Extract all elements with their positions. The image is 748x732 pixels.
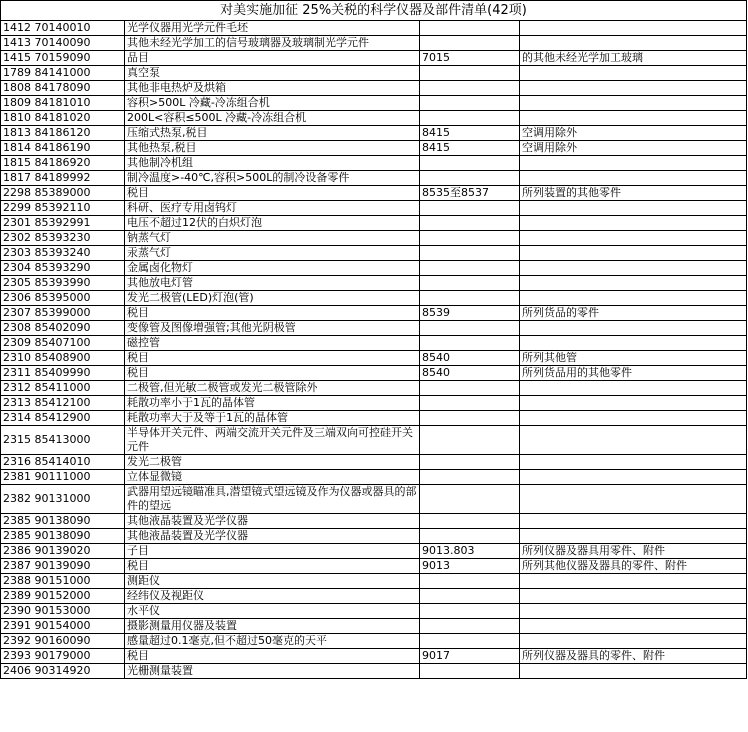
description-cell: 光栅测量装置 (125, 664, 420, 679)
table-row (1, 544, 747, 559)
code-cell: 2314 85412900 (1, 411, 125, 426)
heading-cell (420, 246, 520, 261)
table-row (1, 171, 747, 186)
note-cell (520, 291, 747, 306)
heading-cell (420, 574, 520, 589)
note-cell: 所列其他管 (520, 351, 747, 366)
table-row (1, 381, 747, 396)
code-cell: 2389 90152000 (1, 589, 125, 604)
note-cell (520, 426, 747, 455)
table-row (1, 186, 747, 201)
note-cell (520, 321, 747, 336)
note-cell (520, 396, 747, 411)
note-cell: 空调用除外 (520, 126, 747, 141)
description-cell: 二极管,但光敏二极管或发光二极管除外 (125, 381, 420, 396)
description-cell: 电压不超过12伏的白炽灯泡 (125, 216, 420, 231)
code-cell: 2305 85393990 (1, 276, 125, 291)
note-cell (520, 66, 747, 81)
code-cell: 2388 90151000 (1, 574, 125, 589)
table-row (1, 111, 747, 126)
note-cell (520, 634, 747, 649)
table-row (1, 574, 747, 589)
note-cell (520, 455, 747, 470)
note-cell: 空调用除外 (520, 141, 747, 156)
table-row (1, 514, 747, 529)
description-cell: 其他液晶装置及光学仪器 (125, 529, 420, 544)
heading-cell (420, 470, 520, 485)
note-cell (520, 81, 747, 96)
code-cell: 2406 90314920 (1, 664, 125, 679)
code-cell: 2381 90111000 (1, 470, 125, 485)
heading-cell (420, 381, 520, 396)
heading-cell (420, 111, 520, 126)
description-cell: 光学仪器用光学元件毛坯 (125, 21, 420, 36)
heading-cell (420, 426, 520, 455)
heading-cell (420, 396, 520, 411)
heading-cell (420, 21, 520, 36)
title-row (1, 1, 747, 21)
note-cell (520, 485, 747, 514)
heading-cell (420, 291, 520, 306)
heading-cell: 8415 (420, 126, 520, 141)
code-cell: 2310 85408900 (1, 351, 125, 366)
note-cell (520, 21, 747, 36)
note-cell (520, 470, 747, 485)
description-cell: 其他液晶装置及光学仪器 (125, 514, 420, 529)
code-cell: 2312 85411000 (1, 381, 125, 396)
heading-cell (420, 604, 520, 619)
code-cell: 2382 90131000 (1, 485, 125, 514)
note-cell (520, 664, 747, 679)
heading-cell: 8415 (420, 141, 520, 156)
heading-cell (420, 455, 520, 470)
description-cell: 其他制冷机组 (125, 156, 420, 171)
code-cell: 2393 90179000 (1, 649, 125, 664)
description-cell: 经纬仪及视距仪 (125, 589, 420, 604)
note-cell (520, 589, 747, 604)
table-row (1, 156, 747, 171)
note-cell (520, 381, 747, 396)
description-cell: 发光二极管 (125, 455, 420, 470)
description-cell: 水平仪 (125, 604, 420, 619)
code-cell: 1817 84189992 (1, 171, 125, 186)
note-cell (520, 529, 747, 544)
note-cell (520, 36, 747, 51)
description-cell: 金属卤化物灯 (125, 261, 420, 276)
code-cell: 2385 90138090 (1, 529, 125, 544)
table-row (1, 96, 747, 111)
heading-cell (420, 589, 520, 604)
note-cell (520, 231, 747, 246)
description-cell: 变像管及图像增强管;其他光阴极管 (125, 321, 420, 336)
table-row (1, 231, 747, 246)
note-cell (520, 574, 747, 589)
code-cell: 1415 70159090 (1, 51, 125, 66)
description-cell: 感量超过0.1毫克,但不超过50毫克的天平 (125, 634, 420, 649)
description-cell: 品目 (125, 51, 420, 66)
description-cell: 其他热泵,税目 (125, 141, 420, 156)
note-cell (520, 604, 747, 619)
note-cell (520, 261, 747, 276)
description-cell: 发光二极管(LED)灯泡(管) (125, 291, 420, 306)
description-cell: 其他未经光学加工的信号玻璃器及玻璃制光学元件 (125, 36, 420, 51)
note-cell (520, 201, 747, 216)
note-cell (520, 111, 747, 126)
code-cell: 2315 85413000 (1, 426, 125, 455)
table-row (1, 201, 747, 216)
heading-cell (420, 36, 520, 51)
note-cell (520, 411, 747, 426)
table-row (1, 261, 747, 276)
description-cell: 耗散功率小于1瓦的晶体管 (125, 396, 420, 411)
description-cell: 立体显微镜 (125, 470, 420, 485)
table-row (1, 529, 747, 544)
description-cell: 税目 (125, 306, 420, 321)
heading-cell (420, 171, 520, 186)
code-cell: 1814 84186190 (1, 141, 125, 156)
code-cell: 2391 90154000 (1, 619, 125, 634)
description-cell: 税目 (125, 366, 420, 381)
table-row (1, 485, 747, 514)
table-row (1, 306, 747, 321)
table-row (1, 366, 747, 381)
heading-cell (420, 485, 520, 514)
note-cell: 所列装置的其他零件 (520, 186, 747, 201)
code-cell: 1789 84141000 (1, 66, 125, 81)
table-row (1, 141, 747, 156)
note-cell (520, 619, 747, 634)
note-cell (520, 336, 747, 351)
heading-cell (420, 216, 520, 231)
heading-cell: 9017 (420, 649, 520, 664)
description-cell: 磁控管 (125, 336, 420, 351)
code-cell: 1413 70140090 (1, 36, 125, 51)
table-row (1, 411, 747, 426)
table-row (1, 291, 747, 306)
description-cell: 摄影测量用仪器及装置 (125, 619, 420, 634)
heading-cell: 8539 (420, 306, 520, 321)
heading-cell (420, 336, 520, 351)
note-cell: 所列仪器及器具的零件、附件 (520, 649, 747, 664)
code-cell: 1810 84181020 (1, 111, 125, 126)
description-cell: 税目 (125, 649, 420, 664)
code-cell: 2313 85412100 (1, 396, 125, 411)
description-cell: 半导体开关元件、两端交流开关元件及三端双向可控硅开关元件 (125, 426, 420, 455)
table-row (1, 619, 747, 634)
code-cell: 1813 84186120 (1, 126, 125, 141)
heading-cell (420, 66, 520, 81)
table-row (1, 276, 747, 291)
table-row (1, 51, 747, 66)
description-cell: 制冷温度>-40℃,容积>500L的制冷设备零件 (125, 171, 420, 186)
note-cell: 所列货品的零件 (520, 306, 747, 321)
table-row (1, 470, 747, 485)
code-cell: 2308 85402090 (1, 321, 125, 336)
table-row (1, 36, 747, 51)
code-cell: 1815 84186920 (1, 156, 125, 171)
code-cell: 2309 85407100 (1, 336, 125, 351)
code-cell: 1412 70140010 (1, 21, 125, 36)
code-cell: 2301 85392991 (1, 216, 125, 231)
table-body (1, 21, 747, 679)
note-cell (520, 514, 747, 529)
code-cell: 2306 85395000 (1, 291, 125, 306)
description-cell: 科研、医疗专用卤钨灯 (125, 201, 420, 216)
description-cell: 钠蒸气灯 (125, 231, 420, 246)
table-row (1, 649, 747, 664)
description-cell: 其他放电灯管 (125, 276, 420, 291)
heading-cell (420, 261, 520, 276)
code-cell: 2311 85409990 (1, 366, 125, 381)
heading-cell (420, 96, 520, 111)
table-row (1, 455, 747, 470)
note-cell (520, 156, 747, 171)
heading-cell (420, 529, 520, 544)
table-row (1, 216, 747, 231)
description-cell: 容积>500L 冷藏-冷冻组合机 (125, 96, 420, 111)
code-cell: 2385 90138090 (1, 514, 125, 529)
table-row (1, 21, 747, 36)
table-row (1, 396, 747, 411)
code-cell: 2387 90139090 (1, 559, 125, 574)
code-cell: 2302 85393230 (1, 231, 125, 246)
table-row (1, 664, 747, 679)
table-row (1, 246, 747, 261)
note-cell: 的其他未经光学加工玻璃 (520, 51, 747, 66)
note-cell (520, 171, 747, 186)
heading-cell: 9013.803 (420, 544, 520, 559)
heading-cell (420, 81, 520, 96)
table-row (1, 634, 747, 649)
table-row (1, 81, 747, 96)
description-cell: 税目 (125, 186, 420, 201)
table-row (1, 589, 747, 604)
heading-cell (420, 411, 520, 426)
code-cell: 2390 90153000 (1, 604, 125, 619)
description-cell: 测距仪 (125, 574, 420, 589)
note-cell (520, 96, 747, 111)
code-cell: 2307 85399000 (1, 306, 125, 321)
note-cell (520, 216, 747, 231)
table-row (1, 559, 747, 574)
code-cell: 2386 90139020 (1, 544, 125, 559)
description-cell: 汞蒸气灯 (125, 246, 420, 261)
heading-cell (420, 201, 520, 216)
heading-cell (420, 619, 520, 634)
description-cell: 税目 (125, 351, 420, 366)
heading-cell (420, 514, 520, 529)
description-cell: 税目 (125, 559, 420, 574)
note-cell: 所列其他仪器及器具的零件、附件 (520, 559, 747, 574)
heading-cell (420, 634, 520, 649)
table-row (1, 126, 747, 141)
heading-cell: 7015 (420, 51, 520, 66)
description-cell: 真空泵 (125, 66, 420, 81)
code-cell: 2303 85393240 (1, 246, 125, 261)
table-row (1, 351, 747, 366)
note-cell (520, 276, 747, 291)
table-row (1, 66, 747, 81)
code-cell: 2304 85393290 (1, 261, 125, 276)
description-cell: 其他非电热炉及烘箱 (125, 81, 420, 96)
table-row (1, 336, 747, 351)
code-cell: 2299 85392110 (1, 201, 125, 216)
heading-cell (420, 664, 520, 679)
code-cell: 1809 84181010 (1, 96, 125, 111)
heading-cell (420, 231, 520, 246)
code-cell: 1808 84178090 (1, 81, 125, 96)
description-cell: 200L<容积≤500L 冷藏-冷冻组合机 (125, 111, 420, 126)
heading-cell (420, 321, 520, 336)
note-cell (520, 246, 747, 261)
description-cell: 压缩式热泵,税目 (125, 126, 420, 141)
code-cell: 2298 85389000 (1, 186, 125, 201)
note-cell: 所列仪器及器具用零件、附件 (520, 544, 747, 559)
note-cell: 所列货品用的其他零件 (520, 366, 747, 381)
heading-cell (420, 276, 520, 291)
heading-cell: 8540 (420, 366, 520, 381)
table-row (1, 321, 747, 336)
heading-cell: 8540 (420, 351, 520, 366)
code-cell: 2392 90160090 (1, 634, 125, 649)
description-cell: 耗散功率大于及等于1瓦的晶体管 (125, 411, 420, 426)
code-cell: 2316 85414010 (1, 455, 125, 470)
description-cell: 子目 (125, 544, 420, 559)
description-cell: 武器用望远镜瞄准具,潜望镜式望远镜及作为仪器或器具的部件的望远 (125, 485, 420, 514)
table-row (1, 426, 747, 455)
table-title: 对美实施加征 25%关税的科学仪器及部件清单(42项) (1, 1, 747, 21)
heading-cell (420, 156, 520, 171)
heading-cell: 9013 (420, 559, 520, 574)
heading-cell: 8535至8537 (420, 186, 520, 201)
table-row (1, 604, 747, 619)
